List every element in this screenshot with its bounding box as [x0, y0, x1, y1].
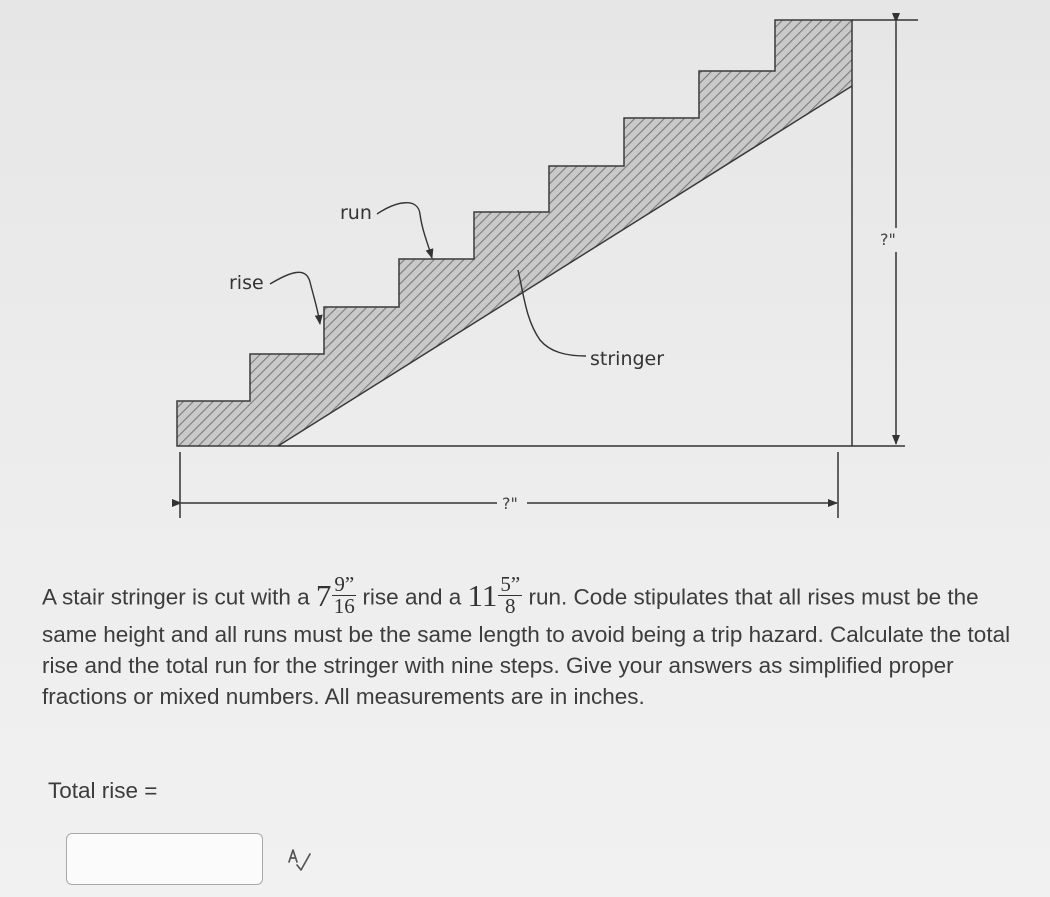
- total-rise-label: Total rise =: [48, 778, 158, 803]
- run-leader-line: [377, 203, 432, 258]
- question-middle: rise and a: [356, 584, 468, 610]
- run-label: run: [340, 202, 372, 224]
- run-fraction: [498, 572, 522, 618]
- question-rest: run. Code stipulates that all rises must be the same height and all runs must be the same length to avoid being a trip hazard. Calculate the total rise and the total run for the stringer with nine steps. Give your answers as simplified proper fractions or mixed numbers. All measurements are in inches.: [42, 584, 1011, 709]
- question-text: [42, 572, 1022, 712]
- stringer-shape: [177, 20, 852, 446]
- total-run-unknown-label: ?": [502, 494, 518, 513]
- rise-mixed-number: [315, 572, 356, 618]
- question-intro: A stair stringer is cut with a: [42, 584, 316, 610]
- rise-leader-line: [270, 272, 320, 324]
- formula-check-icon-glyph: [284, 846, 314, 874]
- run-numerator: 5”: [500, 572, 521, 596]
- run-mixed-number: [467, 572, 523, 618]
- stringer-label: stringer: [590, 348, 665, 370]
- formula-check-icon[interactable]: [284, 846, 314, 874]
- rise-numerator: 9”: [334, 572, 355, 596]
- rise-denominator: 16: [333, 594, 355, 618]
- total-rise-input[interactable]: [66, 833, 263, 885]
- question-paragraph: [42, 572, 1022, 712]
- rise-label: rise: [229, 272, 264, 294]
- rise-fraction: [332, 572, 356, 618]
- rise-whole: 7: [315, 578, 332, 613]
- total-rise-unknown-label: ?": [880, 230, 896, 249]
- run-whole: 11: [467, 578, 498, 613]
- run-denominator: 8: [505, 594, 516, 618]
